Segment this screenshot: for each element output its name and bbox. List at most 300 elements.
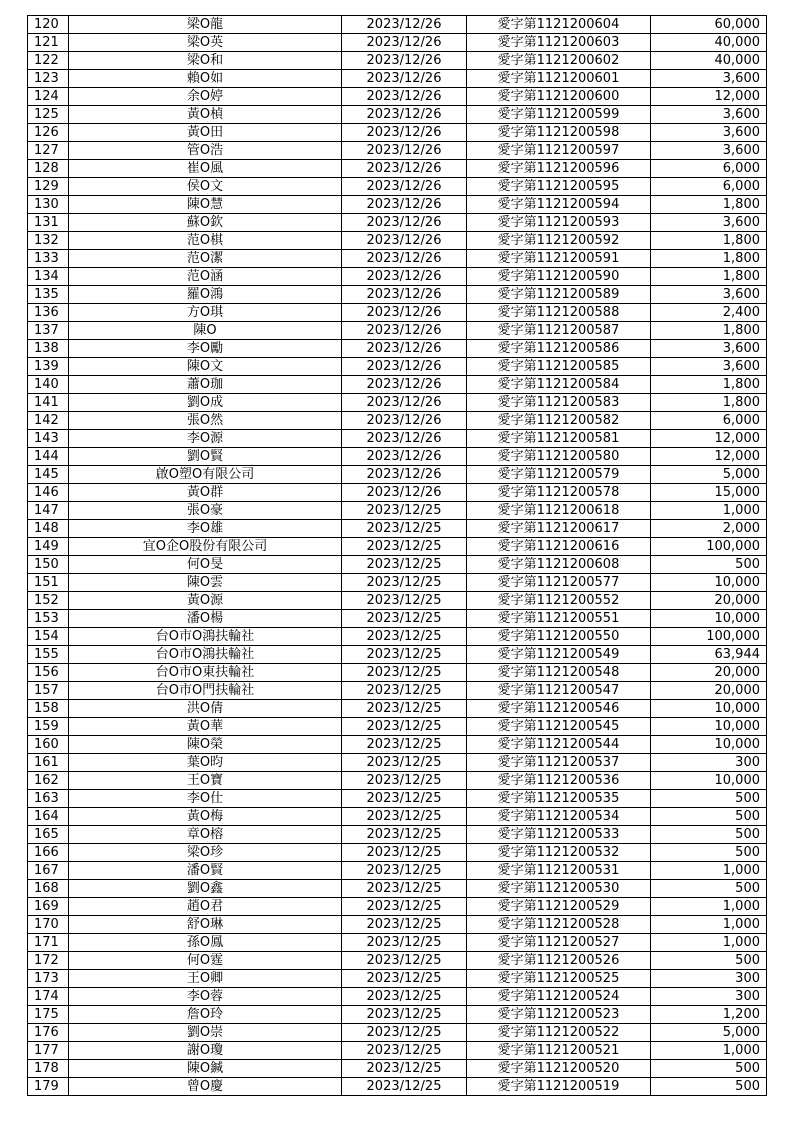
receipt-number: 愛字第1121200551: [467, 610, 651, 628]
donation-date: 2023/12/25: [342, 1024, 467, 1042]
receipt-number: 愛字第1121200521: [467, 1042, 651, 1060]
donor-name: 張O豪: [69, 502, 342, 520]
receipt-number: 愛字第1121200594: [467, 196, 651, 214]
donation-amount: 500: [651, 790, 767, 808]
donor-name: 葉O昀: [69, 754, 342, 772]
donation-amount: 63,944: [651, 646, 767, 664]
donation-date: 2023/12/25: [342, 970, 467, 988]
receipt-number: 愛字第1121200604: [467, 16, 651, 34]
receipt-number: 愛字第1121200534: [467, 808, 651, 826]
donation-date: 2023/12/25: [342, 1060, 467, 1078]
row-number: 129: [28, 178, 69, 196]
donor-name: 章O榕: [69, 826, 342, 844]
donor-name: 李O源: [69, 430, 342, 448]
table-row: [28, 682, 767, 700]
table-row: [28, 1078, 767, 1096]
donation-date: 2023/12/25: [342, 718, 467, 736]
donation-date: 2023/12/25: [342, 1078, 467, 1096]
receipt-number: 愛字第1121200602: [467, 52, 651, 70]
donation-amount: 60,000: [651, 16, 767, 34]
donor-name: 舒O琳: [69, 916, 342, 934]
donor-name: 蕭O珈: [69, 376, 342, 394]
donor-name: 黃O楨: [69, 106, 342, 124]
donation-amount: 1,800: [651, 250, 767, 268]
receipt-number: 愛字第1121200593: [467, 214, 651, 232]
donation-date: 2023/12/26: [342, 214, 467, 232]
donation-date: 2023/12/26: [342, 16, 467, 34]
donor-name: 李O仕: [69, 790, 342, 808]
donation-amount: 500: [651, 808, 767, 826]
row-number: 144: [28, 448, 69, 466]
donor-name: 崔O風: [69, 160, 342, 178]
row-number: 139: [28, 358, 69, 376]
receipt-number: 愛字第1121200588: [467, 304, 651, 322]
row-number: 124: [28, 88, 69, 106]
donation-date: 2023/12/26: [342, 250, 467, 268]
donation-amount: 300: [651, 754, 767, 772]
donation-date: 2023/12/25: [342, 916, 467, 934]
table-row: [28, 718, 767, 736]
donor-name: 劉O崇: [69, 1024, 342, 1042]
donation-date: 2023/12/26: [342, 430, 467, 448]
donation-date: 2023/12/25: [342, 1006, 467, 1024]
table-row: [28, 178, 767, 196]
receipt-number: 愛字第1121200529: [467, 898, 651, 916]
donation-amount: 40,000: [651, 52, 767, 70]
donation-date: 2023/12/26: [342, 232, 467, 250]
table-row: [28, 664, 767, 682]
row-number: 136: [28, 304, 69, 322]
row-number: 169: [28, 898, 69, 916]
receipt-number: 愛字第1121200587: [467, 322, 651, 340]
donation-date: 2023/12/26: [342, 484, 467, 502]
row-number: 128: [28, 160, 69, 178]
donation-date: 2023/12/26: [342, 448, 467, 466]
receipt-number: 愛字第1121200584: [467, 376, 651, 394]
donation-amount: 1,000: [651, 898, 767, 916]
donation-amount: 6,000: [651, 160, 767, 178]
row-number: 176: [28, 1024, 69, 1042]
donation-amount: 2,000: [651, 520, 767, 538]
row-number: 168: [28, 880, 69, 898]
table-row: [28, 520, 767, 538]
donation-amount: 3,600: [651, 106, 767, 124]
table-row: [28, 52, 767, 70]
donation-date: 2023/12/26: [342, 196, 467, 214]
donor-name: 陳O: [69, 322, 342, 340]
donation-date: 2023/12/25: [342, 988, 467, 1006]
donation-amount: 1,800: [651, 394, 767, 412]
donation-date: 2023/12/25: [342, 646, 467, 664]
donation-date: 2023/12/25: [342, 610, 467, 628]
table-row: [28, 16, 767, 34]
table-row: [28, 304, 767, 322]
row-number: 158: [28, 700, 69, 718]
donation-date: 2023/12/26: [342, 358, 467, 376]
donation-amount: 3,600: [651, 358, 767, 376]
table-row: [28, 1006, 767, 1024]
receipt-number: 愛字第1121200548: [467, 664, 651, 682]
donor-name: 趙O君: [69, 898, 342, 916]
donation-amount: 1,000: [651, 1042, 767, 1060]
table-row: [28, 700, 767, 718]
row-number: 123: [28, 70, 69, 88]
row-number: 138: [28, 340, 69, 358]
donation-amount: 3,600: [651, 340, 767, 358]
row-number: 162: [28, 772, 69, 790]
table-row: [28, 394, 767, 412]
donation-amount: 12,000: [651, 430, 767, 448]
row-number: 152: [28, 592, 69, 610]
row-number: 143: [28, 430, 69, 448]
table-row: [28, 916, 767, 934]
donor-name: 黃O源: [69, 592, 342, 610]
table-row: [28, 430, 767, 448]
donation-date: 2023/12/25: [342, 826, 467, 844]
donation-date: 2023/12/25: [342, 844, 467, 862]
donor-name: 潘O賢: [69, 862, 342, 880]
donation-amount: 10,000: [651, 574, 767, 592]
table-row: [28, 556, 767, 574]
donation-date: 2023/12/25: [342, 556, 467, 574]
donation-amount: 10,000: [651, 736, 767, 754]
donation-amount: 20,000: [651, 592, 767, 610]
donor-name: 劉O鑫: [69, 880, 342, 898]
donation-amount: 6,000: [651, 412, 767, 430]
donation-amount: 20,000: [651, 682, 767, 700]
donation-date: 2023/12/26: [342, 160, 467, 178]
donation-date: 2023/12/25: [342, 790, 467, 808]
donation-amount: 500: [651, 826, 767, 844]
table-row: [28, 268, 767, 286]
table-row: [28, 772, 767, 790]
receipt-number: 愛字第1121200530: [467, 880, 651, 898]
donation-date: 2023/12/26: [342, 340, 467, 358]
row-number: 140: [28, 376, 69, 394]
row-number: 172: [28, 952, 69, 970]
donor-name: 梁O珍: [69, 844, 342, 862]
donation-date: 2023/12/26: [342, 394, 467, 412]
table-row: [28, 502, 767, 520]
donation-date: 2023/12/25: [342, 502, 467, 520]
table-row: [28, 538, 767, 556]
receipt-number: 愛字第1121200589: [467, 286, 651, 304]
donor-name: 陳O榮: [69, 736, 342, 754]
row-number: 161: [28, 754, 69, 772]
donation-date: 2023/12/26: [342, 142, 467, 160]
table-row: [28, 448, 767, 466]
table-row: [28, 574, 767, 592]
row-number: 141: [28, 394, 69, 412]
receipt-number: 愛字第1121200616: [467, 538, 651, 556]
donation-date: 2023/12/25: [342, 574, 467, 592]
receipt-number: 愛字第1121200596: [467, 160, 651, 178]
row-number: 163: [28, 790, 69, 808]
donation-amount: 500: [651, 1060, 767, 1078]
receipt-number: 愛字第1121200549: [467, 646, 651, 664]
row-number: 173: [28, 970, 69, 988]
donor-name: 宜O企O股份有限公司: [69, 538, 342, 556]
donation-amount: 3,600: [651, 142, 767, 160]
receipt-number: 愛字第1121200618: [467, 502, 651, 520]
row-number: 134: [28, 268, 69, 286]
table-row: [28, 934, 767, 952]
donor-name: 梁O英: [69, 34, 342, 52]
donation-amount: 10,000: [651, 772, 767, 790]
table-row: [28, 952, 767, 970]
row-number: 170: [28, 916, 69, 934]
row-number: 160: [28, 736, 69, 754]
donor-name: 羅O鴻: [69, 286, 342, 304]
row-number: 156: [28, 664, 69, 682]
donor-name: 李O勵: [69, 340, 342, 358]
table-row: [28, 484, 767, 502]
donation-date: 2023/12/25: [342, 772, 467, 790]
receipt-number: 愛字第1121200578: [467, 484, 651, 502]
donor-name: 范O潔: [69, 250, 342, 268]
row-number: 131: [28, 214, 69, 232]
donation-amount: 5,000: [651, 1024, 767, 1042]
donor-name: 蘇O欽: [69, 214, 342, 232]
donor-name: 陳O鍼: [69, 1060, 342, 1078]
table-row: [28, 232, 767, 250]
donor-name: 黃O華: [69, 718, 342, 736]
row-number: 149: [28, 538, 69, 556]
donation-amount: 12,000: [651, 448, 767, 466]
receipt-number: 愛字第1121200597: [467, 142, 651, 160]
receipt-number: 愛字第1121200579: [467, 466, 651, 484]
donor-name: 黃O群: [69, 484, 342, 502]
receipt-number: 愛字第1121200544: [467, 736, 651, 754]
donation-amount: 1,800: [651, 376, 767, 394]
table-row: [28, 124, 767, 142]
table-row: [28, 250, 767, 268]
donor-name: 張O然: [69, 412, 342, 430]
donation-date: 2023/12/26: [342, 178, 467, 196]
donation-date: 2023/12/25: [342, 808, 467, 826]
donation-date: 2023/12/26: [342, 304, 467, 322]
donation-date: 2023/12/25: [342, 592, 467, 610]
receipt-number: 愛字第1121200526: [467, 952, 651, 970]
donation-date: 2023/12/26: [342, 412, 467, 430]
receipt-number: 愛字第1121200585: [467, 358, 651, 376]
donation-amount: 10,000: [651, 718, 767, 736]
table-row: [28, 1042, 767, 1060]
donation-date: 2023/12/25: [342, 628, 467, 646]
table-row: [28, 88, 767, 106]
donation-date: 2023/12/26: [342, 322, 467, 340]
donation-date: 2023/12/26: [342, 466, 467, 484]
donor-name: 李O雄: [69, 520, 342, 538]
donor-name: 何O旻: [69, 556, 342, 574]
row-number: 133: [28, 250, 69, 268]
receipt-number: 愛字第1121200600: [467, 88, 651, 106]
receipt-number: 愛字第1121200595: [467, 178, 651, 196]
receipt-number: 愛字第1121200533: [467, 826, 651, 844]
receipt-number: 愛字第1121200524: [467, 988, 651, 1006]
table-row: [28, 628, 767, 646]
donation-date: 2023/12/25: [342, 952, 467, 970]
donor-name: 劉O賢: [69, 448, 342, 466]
row-number: 157: [28, 682, 69, 700]
donation-amount: 10,000: [651, 610, 767, 628]
donation-date: 2023/12/26: [342, 88, 467, 106]
donation-amount: 1,800: [651, 322, 767, 340]
donation-date: 2023/12/26: [342, 106, 467, 124]
donation-amount: 100,000: [651, 538, 767, 556]
table-row: [28, 70, 767, 88]
receipt-number: 愛字第1121200536: [467, 772, 651, 790]
table-row: [28, 610, 767, 628]
donation-date: 2023/12/25: [342, 754, 467, 772]
row-number: 167: [28, 862, 69, 880]
receipt-number: 愛字第1121200550: [467, 628, 651, 646]
donor-name: 陳O慧: [69, 196, 342, 214]
donor-name: 方O琪: [69, 304, 342, 322]
donation-amount: 5,000: [651, 466, 767, 484]
row-number: 148: [28, 520, 69, 538]
donor-name: 梁O和: [69, 52, 342, 70]
receipt-number: 愛字第1121200545: [467, 718, 651, 736]
donor-name: 余O婷: [69, 88, 342, 106]
donation-table-body: [28, 16, 767, 1096]
receipt-number: 愛字第1121200532: [467, 844, 651, 862]
donation-date: 2023/12/25: [342, 682, 467, 700]
row-number: 155: [28, 646, 69, 664]
table-row: [28, 970, 767, 988]
row-number: 151: [28, 574, 69, 592]
receipt-number: 愛字第1121200546: [467, 700, 651, 718]
donor-name: 詹O玲: [69, 1006, 342, 1024]
table-row: [28, 142, 767, 160]
row-number: 126: [28, 124, 69, 142]
table-row: [28, 844, 767, 862]
table-row: [28, 340, 767, 358]
receipt-number: 愛字第1121200520: [467, 1060, 651, 1078]
donation-date: 2023/12/26: [342, 376, 467, 394]
donation-date: 2023/12/25: [342, 736, 467, 754]
donation-amount: 40,000: [651, 34, 767, 52]
donation-amount: 1,000: [651, 916, 767, 934]
donation-amount: 500: [651, 880, 767, 898]
table-row: [28, 880, 767, 898]
row-number: 135: [28, 286, 69, 304]
row-number: 121: [28, 34, 69, 52]
donor-name: 台O市O東扶輪社: [69, 664, 342, 682]
donation-amount: 15,000: [651, 484, 767, 502]
table-row: [28, 214, 767, 232]
donation-amount: 2,400: [651, 304, 767, 322]
row-number: 142: [28, 412, 69, 430]
row-number: 120: [28, 16, 69, 34]
donor-name: 梁O龍: [69, 16, 342, 34]
donor-name: 謝O瓊: [69, 1042, 342, 1060]
receipt-number: 愛字第1121200582: [467, 412, 651, 430]
row-number: 153: [28, 610, 69, 628]
receipt-number: 愛字第1121200522: [467, 1024, 651, 1042]
donor-name: 賴O如: [69, 70, 342, 88]
row-number: 177: [28, 1042, 69, 1060]
donation-amount: 3,600: [651, 286, 767, 304]
donor-name: 王O卿: [69, 970, 342, 988]
receipt-number: 愛字第1121200580: [467, 448, 651, 466]
donation-amount: 300: [651, 988, 767, 1006]
table-row: [28, 376, 767, 394]
receipt-number: 愛字第1121200531: [467, 862, 651, 880]
donation-amount: 3,600: [651, 124, 767, 142]
donation-amount: 12,000: [651, 88, 767, 106]
row-number: 145: [28, 466, 69, 484]
donor-name: 范O涵: [69, 268, 342, 286]
row-number: 125: [28, 106, 69, 124]
table-row: [28, 412, 767, 430]
table-row: [28, 898, 767, 916]
receipt-number: 愛字第1121200598: [467, 124, 651, 142]
donation-table: [27, 15, 767, 1096]
receipt-number: 愛字第1121200592: [467, 232, 651, 250]
donation-date: 2023/12/26: [342, 268, 467, 286]
row-number: 175: [28, 1006, 69, 1024]
donation-amount: 1,200: [651, 1006, 767, 1024]
donation-date: 2023/12/25: [342, 934, 467, 952]
donation-date: 2023/12/26: [342, 286, 467, 304]
donor-name: 曾O慶: [69, 1078, 342, 1096]
donation-amount: 300: [651, 970, 767, 988]
donation-date: 2023/12/26: [342, 34, 467, 52]
donation-date: 2023/12/25: [342, 520, 467, 538]
donation-amount: 100,000: [651, 628, 767, 646]
donation-amount: 1,800: [651, 232, 767, 250]
donation-amount: 500: [651, 844, 767, 862]
donor-name: 王O寶: [69, 772, 342, 790]
table-row: [28, 358, 767, 376]
donation-amount: 500: [651, 952, 767, 970]
table-row: [28, 790, 767, 808]
donation-date: 2023/12/26: [342, 124, 467, 142]
receipt-number: 愛字第1121200591: [467, 250, 651, 268]
donation-date: 2023/12/25: [342, 898, 467, 916]
receipt-number: 愛字第1121200608: [467, 556, 651, 574]
donor-name: 台O市O鴻扶輪社: [69, 628, 342, 646]
row-number: 179: [28, 1078, 69, 1096]
donation-amount: 1,000: [651, 862, 767, 880]
row-number: 164: [28, 808, 69, 826]
donation-date: 2023/12/25: [342, 538, 467, 556]
table-row: [28, 34, 767, 52]
table-row: [28, 754, 767, 772]
donor-name: 洪O倩: [69, 700, 342, 718]
donor-name: 台O市O鴻扶輪社: [69, 646, 342, 664]
receipt-number: 愛字第1121200519: [467, 1078, 651, 1096]
row-number: 165: [28, 826, 69, 844]
donation-amount: 500: [651, 1078, 767, 1096]
donation-amount: 500: [651, 556, 767, 574]
receipt-number: 愛字第1121200527: [467, 934, 651, 952]
receipt-number: 愛字第1121200601: [467, 70, 651, 88]
donation-amount: 1,800: [651, 268, 767, 286]
receipt-number: 愛字第1121200581: [467, 430, 651, 448]
donation-date: 2023/12/25: [342, 700, 467, 718]
receipt-number: 愛字第1121200547: [467, 682, 651, 700]
receipt-number: 愛字第1121200583: [467, 394, 651, 412]
donation-date: 2023/12/25: [342, 664, 467, 682]
donor-name: 管O浩: [69, 142, 342, 160]
row-number: 127: [28, 142, 69, 160]
receipt-number: 愛字第1121200590: [467, 268, 651, 286]
table-row: [28, 646, 767, 664]
table-row: [28, 736, 767, 754]
receipt-number: 愛字第1121200586: [467, 340, 651, 358]
